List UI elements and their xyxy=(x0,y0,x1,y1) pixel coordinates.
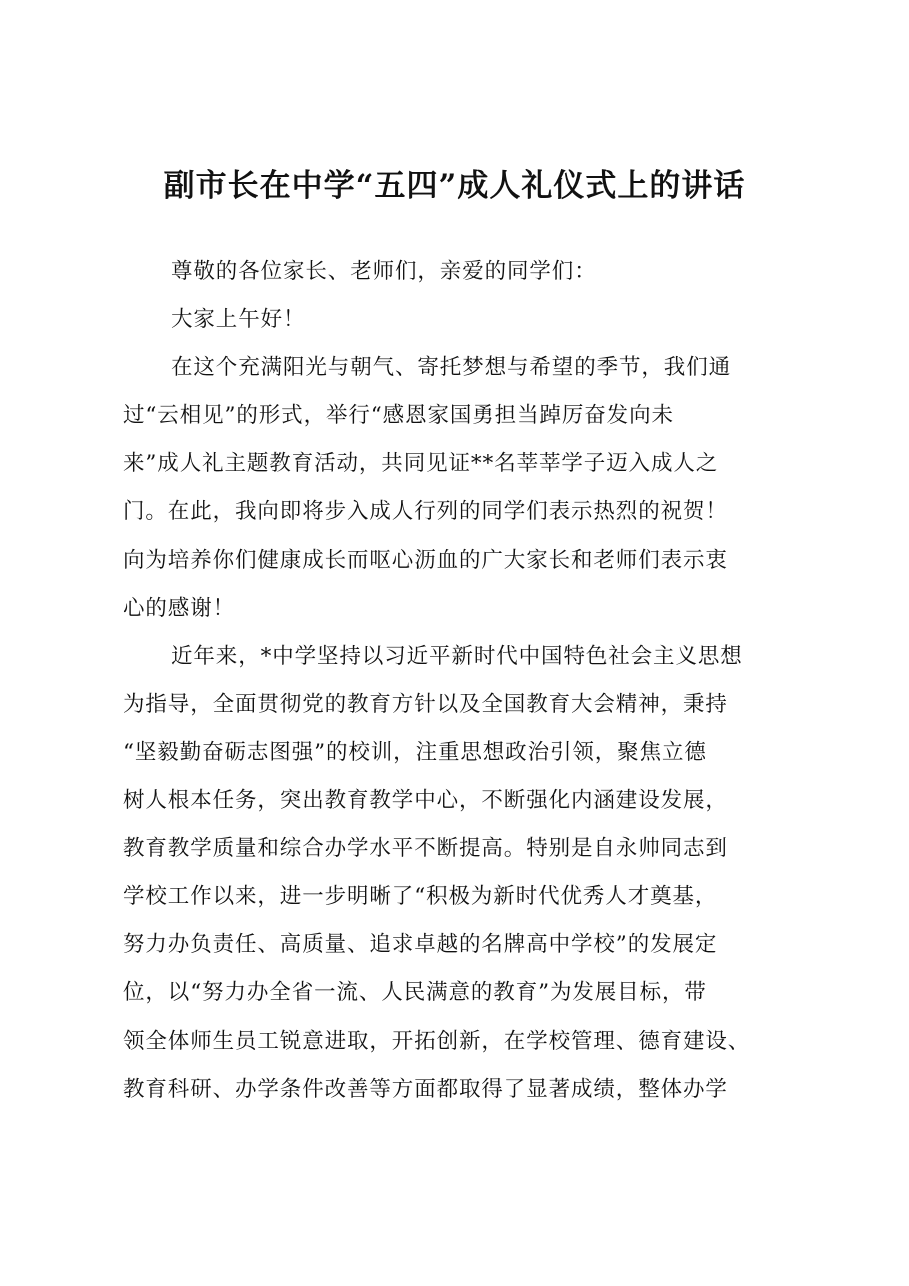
paragraph-line: 来”成人礼主题教育活动，共同见证**名莘莘学子迈入成人之 xyxy=(123,451,719,477)
document-title: 副市长在中学“五四”成人礼仪式上的讲话 xyxy=(163,168,746,204)
paragraph-line: 树人根本任务，突出教育教学中心，不断强化内涵建设发展， xyxy=(123,788,728,814)
paragraph-line: 心的感谢！ xyxy=(123,595,236,621)
document-body xyxy=(123,248,813,1114)
paragraph-2 xyxy=(123,633,813,1114)
paragraph-line: 位，以“努力办全省一流、人民满意的教育”为发展目标，带 xyxy=(123,980,707,1006)
paragraph-line: 门。在此，我向即将步入成人行列的同学们表示热烈的祝贺！ xyxy=(123,499,728,525)
paragraph-line: 过“云相见”的形式，举行“感恩家国勇担当踔厉奋发向未 xyxy=(123,403,674,429)
paragraph-1 xyxy=(123,344,813,633)
paragraph-line: “坚毅勤奋砺志图强”的校训，注重思想政治引领，聚焦立德 xyxy=(123,739,707,765)
paragraph-line: 领全体师生员工锐意进取，开拓创新，在学校管理、德育建设、 xyxy=(123,1028,751,1054)
paragraph-line: 向为培养你们健康成长而呕心沥血的广大家长和老师们表示衷 xyxy=(123,547,728,573)
paragraph-line: 为指导，全面贯彻党的教育方针以及全国教育大会精神，秉持 xyxy=(123,691,728,717)
salutation: 尊敬的各位家长、老师们，亲爱的同学们： xyxy=(171,259,597,284)
paragraph-line: 近年来，*中学坚持以习近平新时代中国特色社会主义思想 xyxy=(171,643,743,669)
greeting: 大家上午好！ xyxy=(171,307,306,333)
paragraph-line: 在这个充满阳光与朝气、寄托梦想与希望的季节，我们通 xyxy=(171,355,732,381)
paragraph-line: 教育教学质量和综合办学水平不断提高。特别是自永帅同志到 xyxy=(123,836,728,862)
paragraph-line: 努力办负责任、高质量、追求卓越的名牌高中学校”的发展定 xyxy=(123,932,718,958)
paragraph-line: 学校工作以来，进一步明晰了“积极为新时代优秀人才奠基， xyxy=(123,884,718,910)
paragraph-line: 教育科研、办学条件改善等方面都取得了显著成绩，整体办学 xyxy=(123,1076,728,1102)
